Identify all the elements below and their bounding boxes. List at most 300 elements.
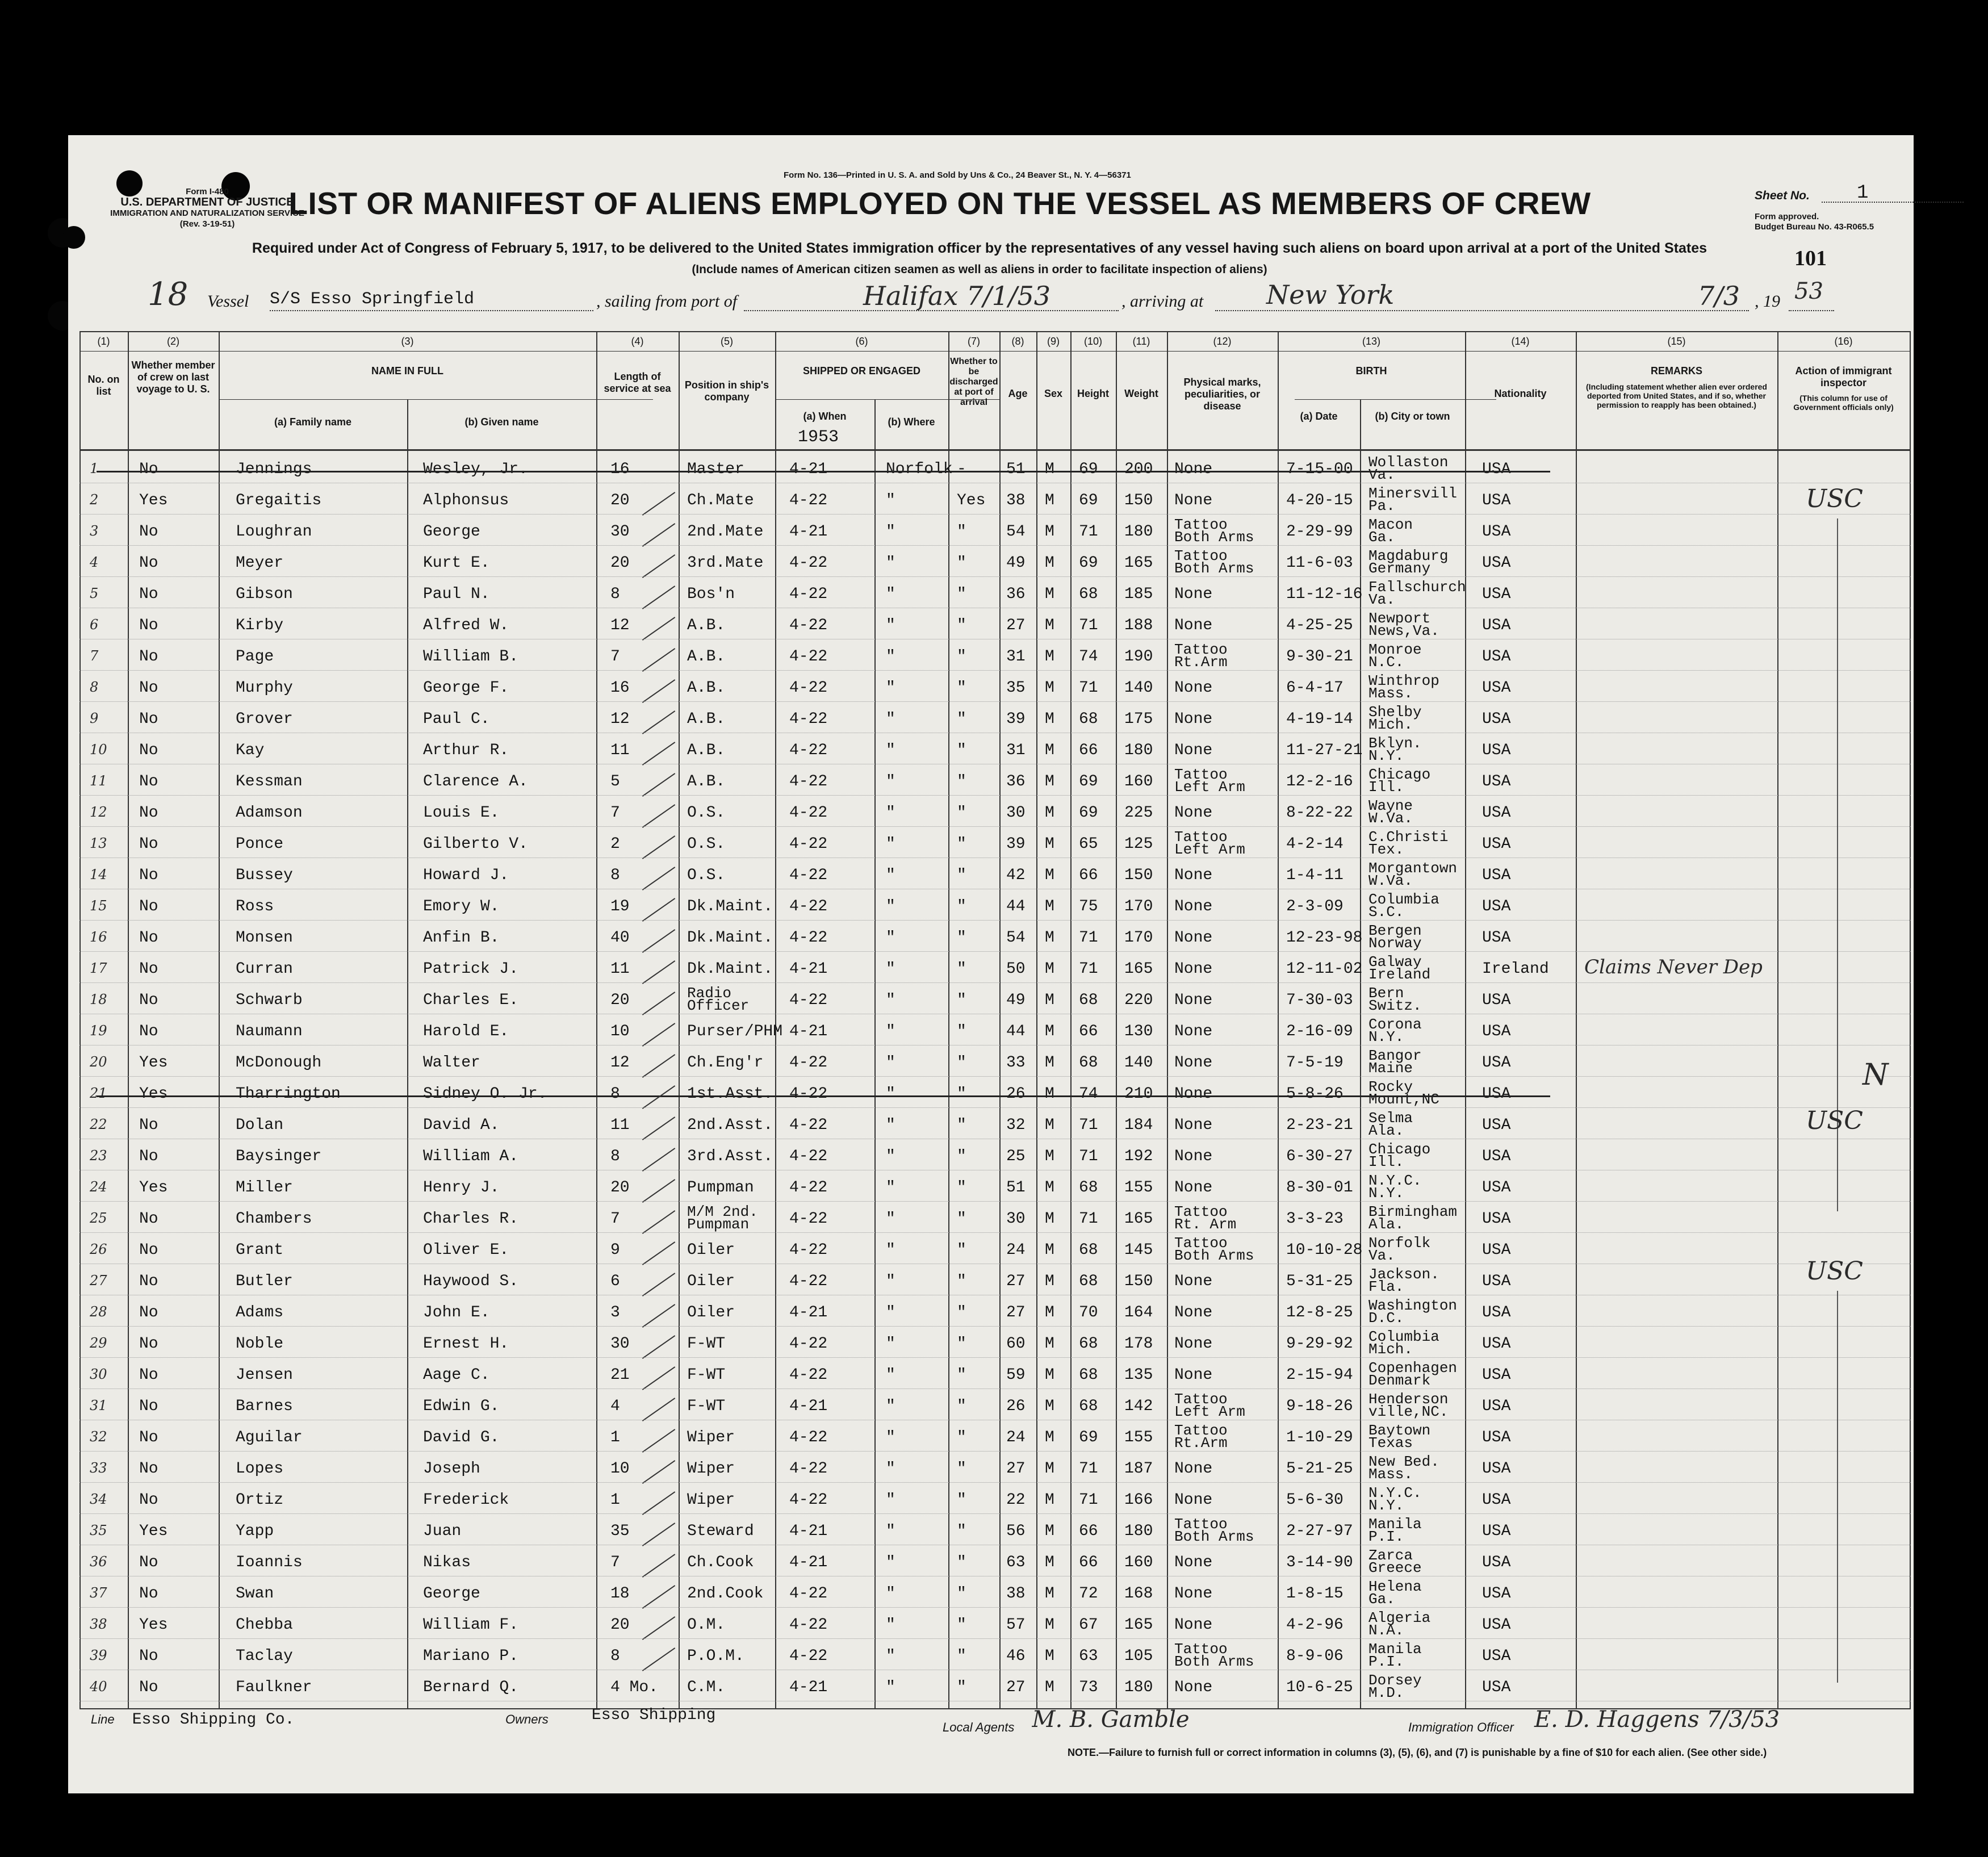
discharge-cell: ": [957, 835, 966, 853]
sailing-label: , sailing from port of: [596, 292, 738, 311]
physical-marks-cell: None: [1174, 867, 1213, 884]
birth-city-cell-line2: Va.: [1368, 591, 1395, 608]
service-cell: 20: [610, 1616, 630, 1634]
tally-check-mark: [642, 742, 675, 766]
family-name-cell: Lopes: [236, 1460, 284, 1478]
birth-date-cell: 2-27-97: [1286, 1523, 1353, 1540]
col-num: (7): [968, 336, 980, 347]
family-name-cell: Grover: [236, 710, 293, 728]
revision-date: (Rev. 3-19-51): [179, 219, 235, 229]
sex-cell: M: [1045, 554, 1054, 572]
height-cell: 71: [1079, 523, 1098, 541]
physical-marks-cell: Tattoo: [1174, 1516, 1228, 1533]
row-number: 1: [90, 461, 99, 476]
nationality-cell: USA: [1482, 1398, 1511, 1415]
birth-city-cell: Galway: [1368, 953, 1422, 971]
age-cell: 32: [1006, 1116, 1026, 1134]
birth-date-cell: 12-8-25: [1286, 1304, 1353, 1321]
weight-cell: 220: [1124, 992, 1153, 1009]
col-num: (6): [855, 336, 868, 347]
tally-check-mark: [642, 992, 675, 1015]
birth-date-cell: 12-2-16: [1286, 773, 1353, 791]
year-suffix: 53: [1794, 278, 1823, 304]
shipped-where-cell: ": [886, 492, 895, 509]
header-birth-city: (b) City or town: [1375, 411, 1450, 422]
tally-check-mark: [642, 929, 675, 953]
given-name-cell: Patrick J.: [423, 960, 519, 978]
given-name-cell: David A.: [423, 1116, 500, 1134]
shipped-where-cell: ": [886, 1335, 895, 1353]
given-name-cell: George: [423, 523, 480, 541]
col-num: (16): [1834, 336, 1853, 347]
height-cell: 71: [1079, 1460, 1098, 1478]
owners-value: Esso Shipping: [591, 1707, 716, 1724]
shipped-where-cell: ": [886, 1023, 895, 1040]
birth-date-cell: 4-2-96: [1286, 1616, 1344, 1634]
agents-label: Local Agents: [943, 1720, 1015, 1734]
sex-cell: M: [1045, 1148, 1054, 1165]
subtitle-note: (Include names of American citizen seamen as well as aliens in order to facilitate inspection of aliens): [692, 263, 1267, 276]
position-cell: O.M.: [687, 1616, 726, 1634]
sex-cell: M: [1045, 1241, 1054, 1259]
discharge-cell: ": [957, 1460, 966, 1478]
birth-city-cell-line2: Texas: [1368, 1434, 1413, 1452]
header-remarks: REMARKS: [1650, 365, 1702, 377]
last-voyage-cell: No: [139, 1647, 158, 1665]
shipped-when-cell: 4-22: [789, 1429, 828, 1446]
discharge-cell: -: [957, 461, 966, 478]
service-cell: 7: [610, 1210, 620, 1228]
last-voyage-cell: No: [139, 461, 158, 478]
height-cell: 68: [1079, 1398, 1098, 1415]
given-name-cell: Bernard Q.: [423, 1679, 519, 1696]
physical-marks-cell: None: [1174, 992, 1213, 1009]
nationality-cell: USA: [1482, 1647, 1511, 1665]
shipped-where-cell: ": [886, 585, 895, 603]
position-cell: P.O.M.: [687, 1647, 744, 1665]
physical-marks-cell: None: [1174, 710, 1213, 728]
nationality-cell: USA: [1482, 1023, 1511, 1040]
family-name-cell: Swan: [236, 1585, 274, 1603]
footer-owners: [505, 1707, 716, 1729]
family-name-cell: Taclay: [236, 1647, 293, 1665]
position-cell: Oiler: [687, 1273, 735, 1290]
tally-check-mark: [642, 1085, 675, 1109]
arrival-date: 7/3: [1698, 281, 1740, 311]
birth-city-cell-line2: Tex.: [1368, 841, 1404, 858]
vessel-name: S/S Esso Springfield: [270, 290, 475, 309]
header-height: Height: [1077, 388, 1109, 399]
nationality-cell: USA: [1482, 804, 1511, 822]
position-cell: M/M 2nd.: [687, 1203, 758, 1220]
sex-cell: M: [1045, 1023, 1054, 1040]
height-cell: 68: [1079, 992, 1098, 1009]
weight-cell: 175: [1124, 710, 1153, 728]
shipped-when-cell: 4-22: [789, 585, 828, 603]
shipped-where-cell: ": [886, 1679, 895, 1696]
tally-check-mark: [642, 585, 675, 609]
height-cell: 71: [1079, 960, 1098, 978]
header-birth-date: (a) Date: [1300, 411, 1338, 422]
given-name-cell: Kurt E.: [423, 554, 490, 572]
family-name-cell: Faulkner: [236, 1679, 312, 1696]
physical-marks-cell: None: [1174, 1304, 1213, 1321]
birth-city-cell-line2: Ill.: [1368, 779, 1404, 796]
discharge-cell: ": [957, 1491, 966, 1509]
physical-marks-cell: Tattoo: [1174, 641, 1228, 658]
physical-marks-cell: None: [1174, 617, 1213, 634]
nationality-cell: USA: [1482, 867, 1511, 884]
sex-cell: M: [1045, 804, 1054, 822]
sex-cell: M: [1045, 1647, 1054, 1665]
height-cell: 66: [1079, 1523, 1098, 1540]
row-number: 36: [90, 1554, 107, 1570]
weight-cell: 180: [1124, 1523, 1153, 1540]
tally-check-mark: [642, 804, 675, 828]
footer-officer: [1408, 1707, 1780, 1737]
age-cell: 63: [1006, 1554, 1026, 1571]
nationality-cell: USA: [1482, 492, 1511, 509]
service-cell: 20: [610, 1179, 630, 1197]
shipped-when-cell: 4-21: [789, 1554, 828, 1571]
discharge-cell: ": [957, 898, 966, 915]
birth-date-cell: 4-2-14: [1286, 835, 1344, 853]
last-voyage-cell: No: [139, 710, 158, 728]
birth-date-cell: 9-18-26: [1286, 1398, 1353, 1415]
height-cell: 72: [1079, 1585, 1098, 1603]
nationality-cell: USA: [1482, 648, 1511, 666]
height-cell: 69: [1079, 1429, 1098, 1446]
agents-signature: M. B. Gamble: [1032, 1707, 1190, 1733]
nationality-cell: USA: [1482, 523, 1511, 541]
row-number: 29: [90, 1335, 107, 1351]
age-cell: 44: [1006, 1023, 1026, 1040]
age-cell: 24: [1006, 1241, 1026, 1259]
weight-cell: 165: [1124, 1616, 1153, 1634]
birth-city-cell-line2: Mich.: [1368, 716, 1413, 733]
family-name-cell: Jensen: [236, 1366, 293, 1384]
shipped-where-cell: Norfolk: [886, 461, 953, 478]
birth-date-cell: 8-30-01: [1286, 1179, 1353, 1197]
row-number: 24: [90, 1179, 107, 1195]
col-num: (3): [401, 336, 414, 347]
discharge-cell: ": [957, 710, 966, 728]
sex-cell: M: [1045, 1679, 1054, 1696]
age-cell: 54: [1006, 523, 1026, 541]
birth-city-cell-line2: N.A.: [1368, 1622, 1404, 1639]
last-voyage-cell: Yes: [139, 1054, 168, 1072]
tally-check-mark: [642, 679, 675, 703]
position-cell: Steward: [687, 1523, 754, 1540]
physical-marks-cell: None: [1174, 1491, 1213, 1509]
birth-city-cell: N.Y.C.: [1368, 1172, 1422, 1189]
shipped-when-cell: 4-22: [789, 710, 828, 728]
age-cell: 51: [1006, 461, 1026, 478]
shipped-when-cell: 4-22: [789, 1647, 828, 1665]
age-cell: 30: [1006, 804, 1026, 822]
weight-cell: 210: [1124, 1085, 1153, 1103]
discharge-cell: ": [957, 992, 966, 1009]
service-cell: 10: [610, 1460, 630, 1478]
discharge-cell: ": [957, 679, 966, 697]
family-name-cell: Ioannis: [236, 1554, 303, 1571]
header-position: Position in ship's company: [684, 379, 769, 403]
sex-cell: M: [1045, 1523, 1054, 1540]
service-name: IMMIGRATION AND NATURALIZATION SERVICE: [110, 208, 304, 218]
last-voyage-cell: No: [139, 867, 158, 884]
last-voyage-cell: No: [139, 1273, 158, 1290]
col-num: (11): [1132, 336, 1150, 347]
birth-date-cell: 11-27-21: [1286, 742, 1363, 759]
height-cell: 65: [1079, 835, 1098, 853]
birth-city-cell: Selma: [1368, 1110, 1413, 1127]
row-number: 19: [90, 1023, 107, 1039]
service-cell: 8: [610, 1085, 620, 1103]
birth-city-cell: Chicago: [1368, 1141, 1431, 1158]
nationality-cell: USA: [1482, 679, 1511, 697]
shipped-where-cell: ": [886, 679, 895, 697]
year-prefix: , 19: [1755, 292, 1780, 311]
col-num: (1): [97, 336, 110, 347]
header-shipped-engaged: SHIPPED OR ENGAGED: [802, 365, 921, 377]
shipped-where-cell: ": [886, 1554, 895, 1571]
sex-cell: M: [1045, 492, 1054, 509]
given-name-cell: Alfred W.: [423, 617, 509, 634]
nationality-cell: USA: [1482, 773, 1511, 791]
height-cell: 68: [1079, 1366, 1098, 1384]
service-cell: 16: [610, 461, 630, 478]
family-name-cell: Bussey: [236, 867, 293, 884]
inspector-mark: USC: [1806, 1257, 1863, 1286]
position-cell: C.M.: [687, 1679, 726, 1696]
last-voyage-cell: No: [139, 1023, 158, 1040]
birth-city-cell: Bklyn.: [1368, 735, 1422, 752]
age-cell: 57: [1006, 1616, 1026, 1634]
discharge-cell: ": [957, 1304, 966, 1321]
age-cell: 46: [1006, 1647, 1026, 1665]
physical-marks-cell-line2: Left Arm: [1174, 841, 1245, 858]
nationality-cell: USA: [1482, 1429, 1511, 1446]
age-cell: 42: [1006, 867, 1026, 884]
tally-check-mark: [642, 898, 675, 922]
sex-cell: M: [1045, 1054, 1054, 1072]
service-cell: 11: [610, 1116, 630, 1134]
age-cell: 31: [1006, 742, 1026, 759]
family-name-cell: Page: [236, 648, 274, 666]
family-name-cell: Ponce: [236, 835, 284, 853]
shipped-when-cell: 4-21: [789, 960, 828, 978]
discharge-cell: ": [957, 523, 966, 541]
birth-city-cell: Norfolk: [1368, 1235, 1431, 1252]
physical-marks-cell: None: [1174, 898, 1213, 915]
shipped-when-cell: 4-22: [789, 648, 828, 666]
birth-city-cell-line2: Denmark: [1368, 1372, 1431, 1389]
family-name-cell: Kay: [236, 742, 265, 759]
sex-cell: M: [1045, 1491, 1054, 1509]
tally-check-mark: [642, 867, 675, 890]
shipped-when-cell: 4-22: [789, 1116, 828, 1134]
age-cell: 22: [1006, 1491, 1026, 1509]
last-voyage-cell: No: [139, 1554, 158, 1571]
birth-city-cell-line2: S.C.: [1368, 904, 1404, 921]
height-cell: 75: [1079, 898, 1098, 915]
height-cell: 66: [1079, 1023, 1098, 1040]
shipped-when-cell: 4-22: [789, 1210, 828, 1228]
last-voyage-cell: No: [139, 617, 158, 634]
age-cell: 31: [1006, 648, 1026, 666]
birth-city-cell: Bergen: [1368, 922, 1422, 939]
inspector-mark: USC: [1806, 484, 1863, 513]
sex-cell: M: [1045, 1085, 1054, 1103]
shipped-when-cell: 4-22: [789, 1491, 828, 1509]
row-number: 25: [90, 1210, 107, 1226]
service-cell: 8: [610, 1647, 620, 1665]
last-voyage-cell: No: [139, 1429, 158, 1446]
remarks-cell: Claims Never Dep: [1584, 956, 1763, 978]
position-cell: 2nd.Cook: [687, 1585, 764, 1603]
given-name-cell: John E.: [423, 1304, 490, 1321]
birth-city-cell-line2: Fla.: [1368, 1278, 1404, 1295]
service-cell: 7: [610, 648, 620, 666]
position-cell: 3rd.Mate: [687, 554, 764, 572]
physical-marks-cell: None: [1174, 960, 1213, 978]
line-value: Esso Shipping Co.: [132, 1711, 295, 1729]
family-name-cell: Loughran: [236, 523, 312, 541]
service-cell: 8: [610, 585, 620, 603]
shipped-year: 1953: [798, 428, 839, 447]
height-cell: 69: [1079, 492, 1098, 509]
physical-marks-cell: Tattoo: [1174, 1422, 1228, 1439]
given-name-cell: William F.: [423, 1616, 519, 1634]
service-cell: 7: [610, 804, 620, 822]
service-cell: 8: [610, 1148, 620, 1165]
inspector-mark: USC: [1806, 1106, 1863, 1135]
birth-city-cell-line2: N.Y.: [1368, 1028, 1404, 1045]
given-name-cell: Walter: [423, 1054, 480, 1072]
service-cell: 35: [610, 1523, 630, 1540]
position-cell: Wiper: [687, 1429, 735, 1446]
service-cell: 1: [610, 1491, 620, 1509]
row-number: 28: [90, 1304, 107, 1320]
birth-date-cell: 4-25-25: [1286, 617, 1353, 634]
last-voyage-cell: No: [139, 1241, 158, 1259]
weight-cell: 170: [1124, 898, 1153, 915]
family-name-cell: McDonough: [236, 1054, 322, 1072]
last-voyage-cell: No: [139, 648, 158, 666]
shipped-when-cell: 4-21: [789, 1398, 828, 1415]
family-name-cell: Tharrington: [236, 1085, 341, 1103]
shipped-when-cell: 4-22: [789, 1179, 828, 1197]
shipped-when-cell: 4-21: [789, 461, 828, 478]
last-voyage-cell: No: [139, 585, 158, 603]
last-voyage-cell: No: [139, 679, 158, 697]
birth-city-cell: Wayne: [1368, 797, 1413, 814]
shipped-when-cell: 4-22: [789, 1460, 828, 1478]
weight-cell: 170: [1124, 929, 1153, 947]
row-number: 5: [90, 585, 99, 601]
col-num: (8): [1011, 336, 1024, 347]
given-name-cell: Clarence A.: [423, 773, 528, 791]
tally-check-mark: [642, 1210, 675, 1234]
last-voyage-cell: Yes: [139, 1523, 168, 1540]
given-name-cell: Charles E.: [423, 992, 519, 1009]
birth-city-cell: Chicago: [1368, 766, 1431, 783]
shipped-when-cell: 4-22: [789, 492, 828, 509]
service-cell: 19: [610, 898, 630, 915]
birth-date-cell: 4-19-14: [1286, 710, 1353, 728]
position-cell: O.S.: [687, 835, 726, 853]
given-name-cell: Frederick: [423, 1491, 509, 1509]
row-number: 12: [90, 804, 107, 820]
row-number: 39: [90, 1647, 107, 1663]
height-cell: 68: [1079, 1179, 1098, 1197]
nationality-cell: USA: [1482, 1116, 1511, 1134]
last-voyage-cell: No: [139, 1585, 158, 1603]
birth-date-cell: 5-6-30: [1286, 1491, 1344, 1509]
service-cell: 1: [610, 1429, 620, 1446]
sex-cell: M: [1045, 773, 1054, 791]
birth-date-cell: 1-8-15: [1286, 1585, 1344, 1603]
given-name-cell: Louis E.: [423, 804, 500, 822]
weight-cell: 200: [1124, 461, 1153, 478]
header-inspector-note: (This column for use of Government officials only): [1793, 394, 1894, 412]
birth-city-cell-line2: Germany: [1368, 560, 1431, 577]
physical-marks-cell: None: [1174, 1679, 1213, 1696]
age-cell: 49: [1006, 554, 1026, 572]
nationality-cell: USA: [1482, 1085, 1511, 1103]
discharge-cell: ": [957, 1429, 966, 1446]
age-cell: 59: [1006, 1366, 1026, 1384]
position-cell: Dk.Maint.: [687, 898, 773, 915]
family-name-cell: Adamson: [236, 804, 303, 822]
col-num: (15): [1667, 336, 1686, 347]
service-cell: 4 Mo.: [610, 1679, 659, 1696]
shipped-where-cell: ": [886, 835, 895, 853]
service-cell: 11: [610, 960, 630, 978]
weight-cell: 150: [1124, 867, 1153, 884]
nationality-cell: USA: [1482, 1554, 1511, 1571]
birth-city-cell-line2: N.Y.: [1368, 747, 1404, 764]
budget-line: Budget Bureau No. 43-R065.5: [1755, 222, 1874, 232]
header-nationality: Nationality: [1494, 388, 1547, 399]
age-cell: 27: [1006, 1460, 1026, 1478]
sex-cell: M: [1045, 867, 1054, 884]
discharge-cell: ": [957, 1647, 966, 1665]
height-cell: 71: [1079, 1148, 1098, 1165]
sex-cell: M: [1045, 1616, 1054, 1634]
row-number: 10: [90, 742, 107, 758]
shipped-when-cell: 4-22: [789, 1241, 828, 1259]
header-sex: Sex: [1044, 388, 1063, 399]
family-name-cell: Chebba: [236, 1616, 293, 1634]
age-cell: 49: [1006, 992, 1026, 1009]
age-cell: 38: [1006, 492, 1026, 509]
shipped-where-cell: ": [886, 1429, 895, 1446]
weight-cell: 168: [1124, 1585, 1153, 1603]
birth-city-cell-line2: Greece: [1368, 1559, 1422, 1576]
birth-date-cell: 6-30-27: [1286, 1148, 1353, 1165]
birth-city-cell: Fallschurch: [1368, 579, 1466, 596]
weight-cell: 140: [1124, 679, 1153, 697]
discharge-cell: ": [957, 867, 966, 884]
vessel-label: Vessel: [207, 292, 249, 311]
nationality-cell: USA: [1482, 1335, 1511, 1353]
last-voyage-cell: No: [139, 1679, 158, 1696]
position-cell-line2: Officer: [687, 997, 750, 1014]
position-cell: Bos'n: [687, 585, 735, 603]
sex-cell: M: [1045, 1366, 1054, 1384]
sailing-port: Halifax 7/1/53: [863, 281, 1051, 311]
